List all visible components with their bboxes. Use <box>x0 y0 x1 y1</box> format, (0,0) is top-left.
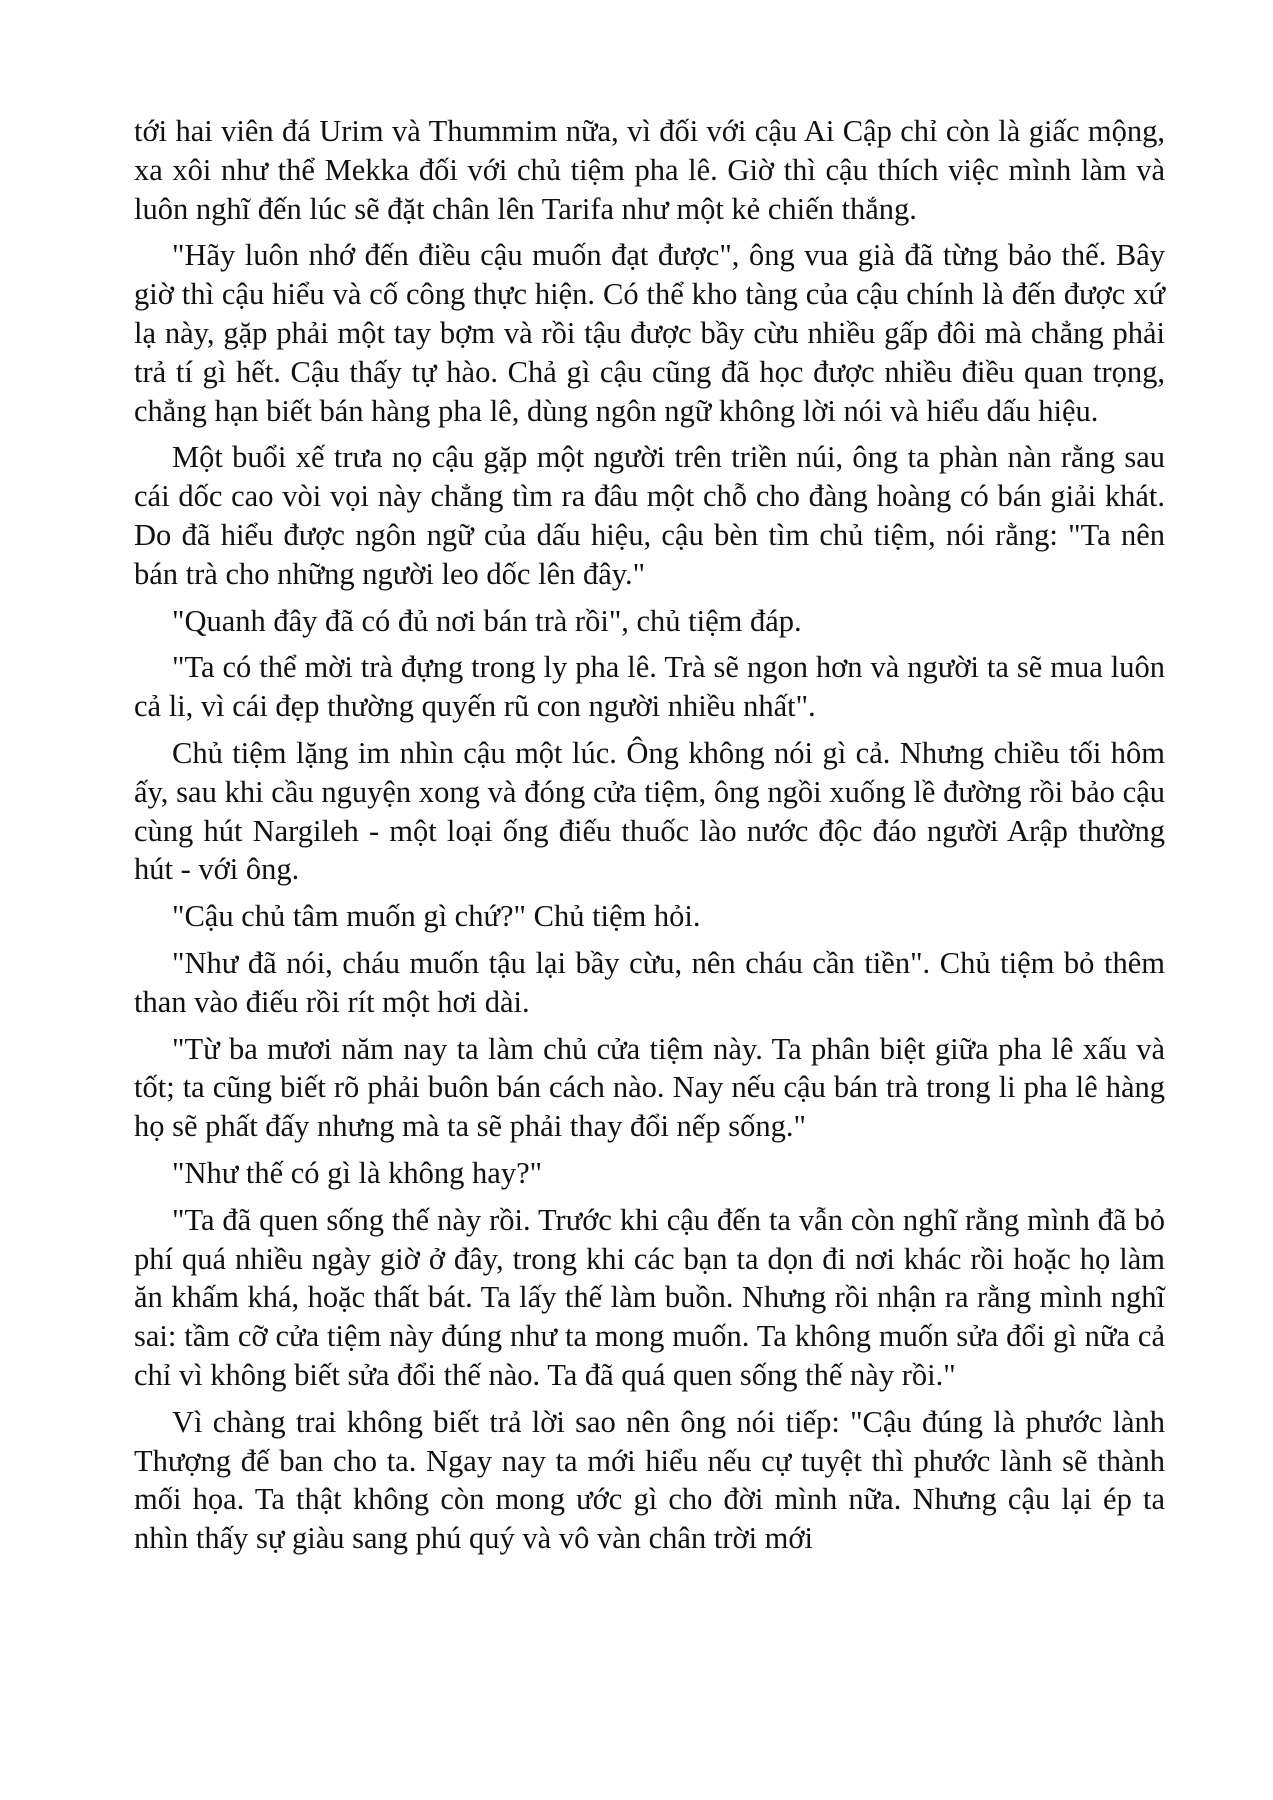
paragraph-3: Một buổi xế trưa nọ cậu gặp một người trên triền núi, ông ta phàn nàn rằng sau cái dốc cao vòi vọi này chẳng tìm ra đâu một chỗ cho đàng hoàng có bán giải khát. Do đã hiểu được ngôn ngữ của dấu hiệu, cậu bèn tìm chủ tiệm, nói rằng: "Ta nên bán trà cho những người leo dốc lên đây." <box>134 440 1165 591</box>
paragraph-10: "Như thế có gì là không hay?" <box>172 1155 543 1190</box>
paragraph-7: "Cậu chủ tâm muốn gì chứ?" Chủ tiệm hỏi. <box>172 899 701 934</box>
paragraph-5: "Ta có thể mời trà đựng trong ly pha lê. Trà sẽ ngon hơn và người ta sẽ mua luôn cả li, vì cái đẹp thường quyến rũ con người nhiều nhất". <box>134 650 1165 724</box>
paragraph-11: "Ta đã quen sống thế này rồi. Trước khi cậu đến ta vẫn còn nghĩ rằng mình đã bỏ phí quá nhiều ngày giờ ở đây, trong khi các bạn ta dọn đi nơi khác rồi hoặc họ làm ăn khấm khá, hoặc thất bát. Ta lấy thế làm buồn. Nhưng rồi nhận ra rằng mình nghĩ sai: tầm cỡ cửa tiệm này đúng như ta mong muốn. Ta không muốn sửa đổi gì nữa cả chỉ vì không biết sửa đổi thế nào. Ta đã quá quen sống thế này rồi." <box>134 1202 1165 1392</box>
paragraph-1: tới hai viên đá Urim và Thummim nữa, vì đối với cậu Ai Cập chỉ còn là giấc mộng, xa xôi như thể Mekka đối với chủ tiệm pha lê. Giờ thì cậu thích việc mình làm và luôn nghĩ đến lúc sẽ đặt chân lên Tarifa như một kẻ chiến thắng. <box>134 114 1165 226</box>
paragraph-8: "Như đã nói, cháu muốn tậu lại bầy cừu, nên cháu cần tiền". Chủ tiệm bỏ thêm than vào điếu rồi rít một hơi dài. <box>134 945 1165 1019</box>
paragraph-6: Chủ tiệm lặng im nhìn cậu một lúc. Ông không nói gì cả. Nhưng chiều tối hôm ấy, sau khi cầu nguyện xong và đóng cửa tiệm, ông ngồi xuống lề đường rồi bảo cậu cùng hút Nargileh - một loại ống điếu thuốc lào nước độc đáo người Arập thường hút - với ông. <box>134 735 1165 887</box>
paragraph-12: Vì chàng trai không biết trả lời sao nên ông nói tiếp: "Cậu đúng là phước lành Thượng đế ban cho ta. Ngay nay ta mới hiểu nếu cự tuyệt thì phước lành sẽ thành mối họa. Ta thật không còn mong ước gì cho đời mình nữa. Nhưng cậu lại ép ta nhìn thấy sự giàu sang phú quý và vô vàn chân trời mới <box>134 1404 1165 1556</box>
paragraph-4: "Quanh đây đã có đủ nơi bán trà rồi", chủ tiệm đáp. <box>172 603 802 638</box>
paragraph-9: "Từ ba mươi năm nay ta làm chủ cửa tiệm này. Ta phân biệt giữa pha lê xấu và tốt; ta cũng biết rõ phải buôn bán cách nào. Nay nếu cậu bán trà trong li pha lê hàng họ sẽ phất đấy nhưng mà ta sẽ phải thay đổi nếp sống." <box>134 1031 1165 1144</box>
paragraph-2: "Hãy luôn nhớ đến điều cậu muốn đạt được", ông vua già đã từng bảo thế. Bây giờ thì cậu hiểu và cố công thực hiện. Có thể kho tàng của cậu chính là đến được xứ lạ này, gặp phải một tay bợm và rồi tậu được bầy cừu nhiều gấp đôi mà chẳng phải trả tí gì hết. Cậu thấy tự hào. Chả gì cậu cũng đã học được nhiều điều quan trọng, chẳng hạn biết bán hàng pha lê, dùng ngôn ngữ không lời nói và hiểu dấu hiệu. <box>134 238 1165 428</box>
